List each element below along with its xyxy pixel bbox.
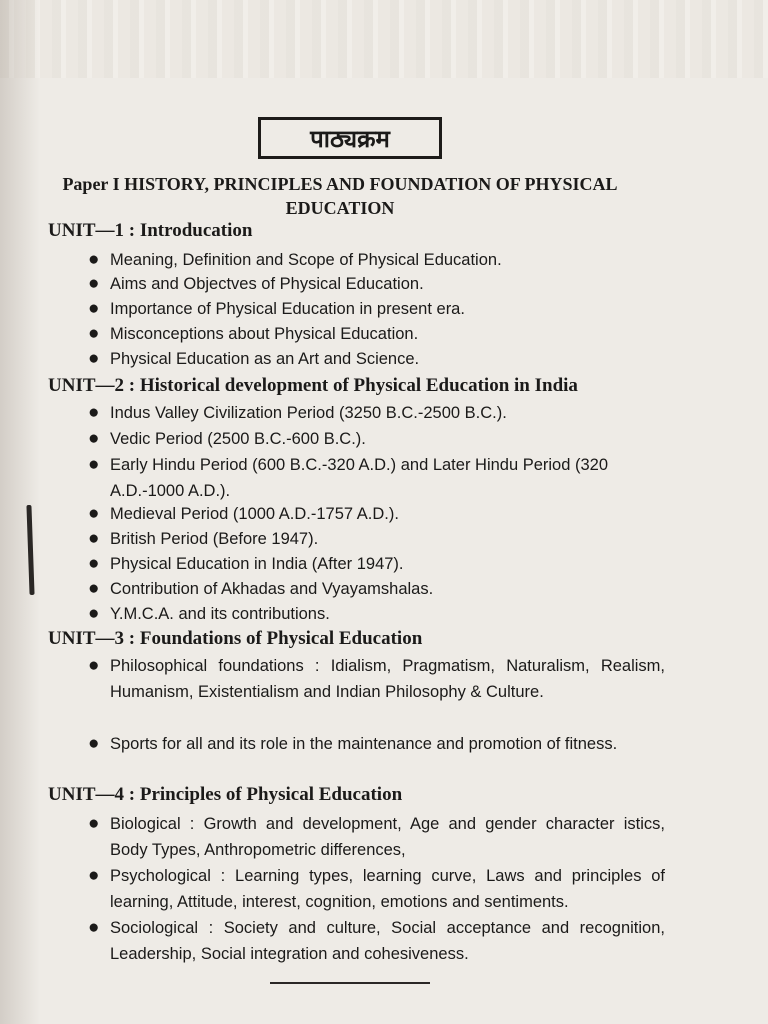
list-item-text: Aims and Objectves of Physical Education. (110, 275, 424, 293)
unit-1-heading: UNIT—1 : Introducation (48, 220, 253, 241)
list-item-text: Indus Valley Civilization Period (3250 B.C.-2500 B.C.). (110, 404, 507, 422)
list-item-text: Early Hindu Period (600 B.C.-320 A.D.) and Later Hindu Period (320 A.D.-1000 A.D.). (110, 456, 609, 500)
page-fold-shadow (0, 0, 40, 1024)
bullet-icon: ● (88, 298, 100, 319)
bullet-icon: ● (88, 865, 100, 886)
bullet-icon: ● (88, 553, 100, 574)
unit-2-heading: UNIT—2 : Historical development of Physical Education in India (48, 375, 578, 396)
list-item-text: Psychological : Learning types, learning curve, Laws and principles of learning, Attitude, interest, cognition, emotions and sentiments. (110, 867, 665, 911)
bullet-icon: ● (88, 503, 100, 524)
bottom-divider (270, 982, 430, 984)
list-item-text: Medieval Period (1000 A.D.-1757 A.D.). (110, 505, 399, 523)
list-item-text: Importance of Physical Education in present era. (110, 300, 465, 318)
bullet-icon: ● (88, 454, 100, 475)
paper-edge-texture (0, 0, 768, 78)
list-item-text: Physical Education as an Art and Science. (110, 350, 420, 368)
list-item-text: Meaning, Definition and Scope of Physical Education. (110, 251, 502, 269)
bullet-icon: ● (88, 917, 100, 938)
bullet-icon: ● (88, 249, 100, 270)
list-item-text: Misconceptions about Physical Education. (110, 325, 419, 343)
bullet-icon: ● (88, 323, 100, 344)
bullet-icon: ● (88, 733, 100, 754)
bullet-icon: ● (88, 655, 100, 676)
bullet-icon: ● (88, 603, 100, 624)
bullet-icon: ● (88, 402, 100, 423)
paper-title: Paper I HISTORY, PRINCIPLES AND FOUNDATION OF PHYSICAL EDUCATION (62, 174, 618, 218)
list-item-text: Philosophical foundations : Idialism, Pragmatism, Naturalism, Realism, Humanism, Existentialism and Indian Philosophy & Culture. (110, 657, 665, 701)
list-item-text: Vedic Period (2500 B.C.-600 B.C.). (110, 430, 366, 448)
bullet-icon: ● (88, 578, 100, 599)
list-item-text: Sports for all and its role in the maintenance and promotion of fitness. (110, 735, 618, 753)
list-item-text: Contribution of Akhadas and Vyayamshalas. (110, 580, 434, 598)
syllabus-title-box (258, 117, 442, 159)
bullet-icon: ● (88, 528, 100, 549)
list-item-text: Physical Education in India (After 1947). (110, 555, 404, 573)
list-item-text: Y.M.C.A. and its contributions. (110, 605, 330, 623)
list-item-text: Sociological : Society and culture, Social acceptance and recognition, Leadership, Social integration and cohesiveness. (110, 919, 665, 963)
unit-3-heading: UNIT—3 : Foundations of Physical Education (48, 628, 423, 649)
bullet-icon: ● (88, 813, 100, 834)
unit-4-heading: UNIT—4 : Principles of Physical Education (48, 784, 403, 805)
list-item-text: Biological : Growth and development, Age and gender character istics, Body Types, Anthropometric differences, (110, 815, 665, 859)
list-item-text: British Period (Before 1947). (110, 530, 319, 548)
bullet-icon: ● (88, 428, 100, 449)
bullet-icon: ● (88, 273, 100, 294)
syllabus-title: पाठ्यक्रम (310, 124, 390, 153)
bullet-icon: ● (88, 348, 100, 369)
